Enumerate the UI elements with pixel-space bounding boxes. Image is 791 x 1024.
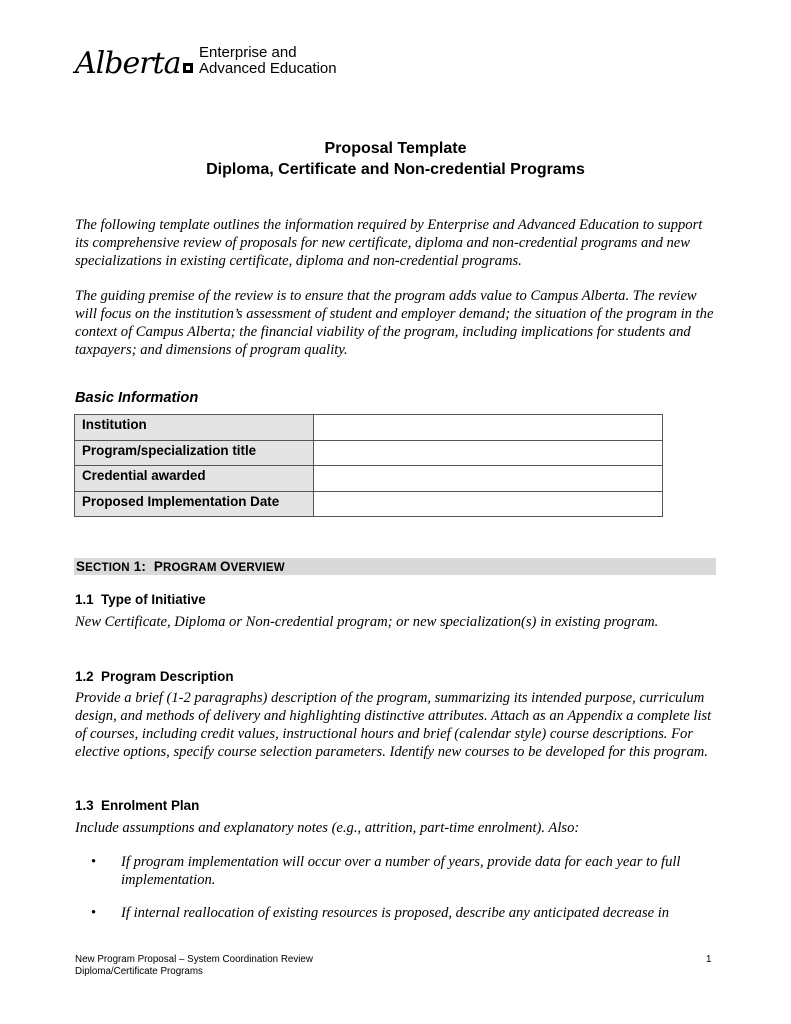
- program-description-text: Provide a brief (1-2 paragraphs) description of the program, summarizing its intended purpose, curriculum design, and methods of delivery and highlighting distinctive attributes. Attach as an Appendix a complete list of courses, including credit values, instructional hours and brief (calendar style) course descriptions. For elective options, specify course selection parameters. Identify new courses to be developed for this program.: [75, 690, 712, 760]
- enrolment-plan-heading: 1.3 Enrolment Plan: [75, 798, 200, 813]
- table-row: [75, 466, 663, 492]
- row-label: Proposed Implementation Date: [75, 491, 314, 517]
- intro-paragraph-1: The following template outlines the information required by Enterprise and Advanced Education to support its comprehensive review of proposals for new certificate, diploma and non-credential programs and new specializations in existing certificate, diploma and non-credential programs.: [75, 217, 703, 269]
- intro-paragraph-2: The guiding premise of the review is to ensure that the program adds value to Campus Alberta. The review will focus on the institution’s assessment of student and employer demand; the situation of the program in the context of Campus Alberta; the financial viability of the program, including implications for students and taxpayers; and dimensions of program quality.: [75, 288, 714, 358]
- table-row: [75, 491, 663, 517]
- program-description-heading: 1.2 Program Description: [75, 669, 234, 684]
- list-item-text: If program implementation will occur over a number of years, provide data for each year to full implementation.: [121, 854, 681, 888]
- row-label: Program/specialization title: [75, 440, 314, 466]
- logo-wordmark: Alberta: [75, 46, 181, 81]
- bullet-icon: •: [91, 854, 97, 870]
- program-title-field[interactable]: [314, 440, 663, 466]
- page-footer: [75, 954, 313, 978]
- footer-line-1: New Program Proposal – System Coordination Review: [75, 954, 313, 965]
- table-row: [75, 415, 663, 441]
- basic-information-table: [74, 414, 663, 517]
- document-title: Proposal Template: [324, 140, 467, 157]
- list-item-text: If internal reallocation of existing resources is proposed, describe any anticipated decrease in: [121, 905, 670, 921]
- logo-mark-icon: [183, 61, 193, 73]
- type-of-initiative-heading: 1.1 Type of Initiative: [75, 592, 206, 607]
- section-1-heading-bar: [74, 558, 716, 575]
- table-row: [75, 440, 663, 466]
- row-label: Institution: [75, 415, 314, 441]
- basic-information-heading: Basic Information: [75, 390, 199, 406]
- bullet-icon: •: [91, 905, 97, 921]
- institution-field[interactable]: [314, 415, 663, 441]
- credential-field[interactable]: [314, 466, 663, 492]
- logo-ministry-line1: Enterprise and: [199, 44, 297, 61]
- page-number: 1: [706, 954, 712, 965]
- row-label: Credential awarded: [75, 466, 314, 492]
- implementation-date-field[interactable]: [314, 491, 663, 517]
- enrolment-plan-text: Include assumptions and explanatory notes (e.g., attrition, part-time enrolment). Also:: [75, 820, 580, 836]
- document-subtitle: Diploma, Certificate and Non-credential Programs: [206, 161, 585, 178]
- footer-line-2: Diploma/Certificate Programs: [75, 966, 203, 977]
- logo-ministry-line2: Advanced Education: [199, 60, 337, 77]
- type-of-initiative-text: New Certificate, Diploma or Non-credential program; or new specialization(s) in existing program.: [75, 614, 659, 630]
- section-1-heading: SECTION 1: PROGRAM OVERVIEW: [76, 559, 285, 574]
- alberta-logo: [75, 44, 375, 84]
